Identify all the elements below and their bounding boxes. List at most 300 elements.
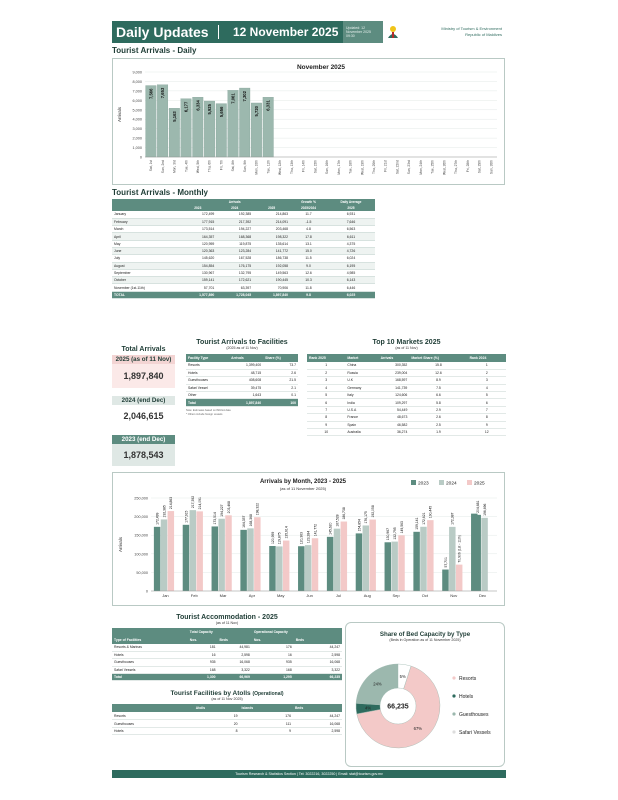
- monthly-comparison-chart: [112, 472, 505, 606]
- table-cell: 935: [252, 659, 294, 666]
- table-cell: 194,227: [216, 226, 253, 233]
- legend-swatch: [439, 480, 444, 485]
- total-cell: 1,728,045: [216, 291, 253, 298]
- month-bar-2023: [385, 542, 391, 591]
- total-cell: 9.8: [290, 291, 327, 298]
- x-tick-label: Wed, 19th: [360, 160, 365, 175]
- table-cell: 168,597: [379, 377, 410, 384]
- monthly-chart-title: Arrivals by Month, 2023 - 2025: [259, 479, 347, 485]
- month-bar-label: 186,738: [342, 507, 347, 520]
- table-cell: 154,854: [179, 262, 216, 269]
- x-tick-label: May: [276, 593, 285, 598]
- rank-2024-header: Rank 2024: [468, 354, 506, 362]
- table-cell: 6,563: [327, 226, 375, 233]
- x-tick-label: Sun, 23rd: [407, 160, 412, 175]
- x-tick-label: Wed, 5th: [196, 160, 200, 174]
- table-row: [307, 362, 506, 369]
- table-cell: Safari Vessels: [112, 666, 188, 673]
- top10-subtitle: (as of 11 Nov): [395, 346, 418, 350]
- table-cell: 7.5: [409, 384, 467, 391]
- table-cell: 11.5: [290, 255, 327, 262]
- x-tick-label: Aug: [363, 593, 371, 598]
- ministry-line1: Ministry of Tourism & Environment: [441, 26, 502, 31]
- table-row: [112, 712, 342, 719]
- table-cell: 63,397: [216, 284, 253, 291]
- table-cell: Other: [186, 392, 229, 399]
- table-cell: 48,715: [229, 369, 263, 376]
- y-tick-label: 1,000: [132, 146, 142, 151]
- pie-legend-dot: [452, 712, 455, 715]
- pie-slice-label: 67%: [413, 726, 423, 732]
- month-bar-2025: [168, 511, 174, 591]
- month-bar-2023: [327, 537, 333, 591]
- header-bar: [112, 21, 506, 43]
- table-cell: 4: [468, 384, 506, 391]
- table-cell: 9: [240, 727, 293, 734]
- table-cell: 10.3: [290, 277, 327, 284]
- table-row: [112, 666, 342, 673]
- y-tick-label: 150,000: [134, 533, 148, 538]
- table-cell: 164,357: [179, 233, 216, 240]
- table-cell: 6,611: [327, 233, 375, 240]
- table-cell: 141,739: [379, 384, 410, 391]
- pie-slice-label: 5%: [399, 673, 406, 679]
- year-header: 2023: [179, 205, 216, 211]
- monthly-comparison-svg: [113, 473, 504, 605]
- table-cell: Hotels: [112, 651, 188, 658]
- legend-swatch: [467, 480, 472, 485]
- table-row: [307, 414, 506, 421]
- table-cell: 16: [252, 651, 294, 658]
- table-cell: 1: [307, 362, 345, 369]
- y-tick-label: 5,000: [132, 108, 142, 113]
- table-row: [112, 651, 342, 658]
- table-cell: 167,528: [216, 255, 253, 262]
- table-cell: 173,514: [179, 226, 216, 233]
- table-cell: India: [345, 399, 378, 406]
- table-cell: May: [112, 240, 179, 247]
- table-cell: March: [112, 226, 179, 233]
- table-row: [112, 727, 342, 734]
- month-bar-2025: [341, 522, 347, 591]
- daily-bar-label: 6,334: [195, 100, 201, 111]
- table-cell: 168,368: [216, 233, 253, 240]
- table-cell: 217,392: [216, 218, 253, 225]
- month-bar-2025: [398, 535, 404, 591]
- footer-bar: Tourism Research & Statistics Section | Tel: 3022216, 3022250 | Email: stat@tourism.gov.mv: [112, 770, 506, 778]
- table-row: [112, 284, 375, 291]
- table-row: [112, 255, 375, 262]
- month-bar-2025: [369, 520, 375, 591]
- month-bar-2025: [456, 565, 462, 591]
- kpi-2024-value: 2,046,615: [112, 405, 175, 427]
- x-tick-label: Sun, 2nd: [160, 160, 165, 174]
- table-cell: Guesthouses: [186, 377, 229, 384]
- table-cell: 9.0: [290, 262, 327, 269]
- month-bar-label: 203,468: [226, 501, 231, 514]
- month-bar-2023: [298, 546, 304, 591]
- x-tick-label: Thu, 20th: [372, 160, 376, 174]
- x-tick-label: Tue, 11th: [266, 160, 271, 174]
- daily-bar-label: 7,061: [230, 93, 236, 104]
- kpi-2023-value: 1,878,543: [112, 444, 175, 466]
- month-bar-label: 168,368: [248, 514, 253, 527]
- x-tick-label: Mon, 3rd: [172, 160, 177, 174]
- table-row: [112, 277, 375, 284]
- daily-bar-label: 5,720: [253, 105, 259, 117]
- month-bar-label: 149,563: [399, 521, 404, 534]
- table-cell: 203,468: [253, 226, 290, 233]
- table-cell: 4,985: [327, 269, 375, 276]
- nos-header: Nos.: [188, 636, 218, 644]
- x-tick-label: Tue, 4th: [184, 160, 189, 172]
- table-cell: 192,058: [253, 262, 290, 269]
- month-bar-dec-2023: [474, 515, 480, 591]
- x-tick-label: Thu, 13th: [289, 160, 294, 174]
- kpi-2025-value: 1,897,840: [112, 364, 175, 388]
- kpi-2023-label: 2023 (end Dec): [112, 435, 175, 444]
- table-cell: 2: [468, 369, 506, 376]
- table-cell: 120,959: [179, 240, 216, 247]
- month-bar-label: 176,175: [364, 511, 369, 524]
- y-tick-label: 8,000: [132, 79, 142, 84]
- table-cell: 2.6: [263, 369, 298, 376]
- month-bar-2025: [254, 517, 260, 591]
- month-bar-label: 173,514: [213, 512, 218, 525]
- table-cell: 1,399,400: [229, 362, 263, 369]
- table-row: [186, 377, 298, 384]
- total-capacity-header: Total Capacity: [188, 628, 252, 636]
- table-row: [112, 720, 342, 727]
- month-bar-2023: [356, 533, 362, 591]
- table-cell: Australia: [345, 429, 378, 436]
- table-cell: 46,582: [379, 421, 410, 428]
- table-cell: 6,024: [327, 255, 375, 262]
- atolls-operational: (Operational): [252, 691, 284, 698]
- y-tick-label: 200,000: [134, 515, 148, 520]
- total-cell: TOTAL: [112, 291, 179, 298]
- daily-section-title: Tourist Arrivals - Daily: [112, 46, 197, 55]
- month-bar-2024: [218, 519, 224, 591]
- table-cell: 2,598: [293, 727, 342, 734]
- table-row: [307, 429, 506, 436]
- table-cell: 8.9: [409, 377, 467, 384]
- table-row: [112, 659, 342, 666]
- facility-share-header: Share (%): [263, 354, 298, 362]
- daily-bar-label: 7,566: [148, 88, 154, 100]
- table-cell: 7: [468, 406, 506, 413]
- month-bar-label: 164,357: [242, 515, 247, 528]
- total-cell: 1,295: [252, 674, 294, 681]
- table-cell: 214,863: [253, 211, 290, 218]
- table-cell: 6,446: [327, 284, 375, 291]
- total-cell: 1,897,840: [229, 399, 263, 406]
- table-row: [112, 226, 375, 233]
- table-cell: 2,598: [294, 651, 342, 658]
- total-cell: 100: [263, 399, 298, 406]
- total-cell: 1,577,890: [179, 291, 216, 298]
- kpi-2024-label: 2024 (end Dec): [112, 396, 175, 405]
- table-cell: 8: [307, 414, 345, 421]
- x-tick-label: Thu, 27th: [454, 160, 459, 174]
- x-tick-label: Sat, 22nd: [395, 160, 400, 175]
- top10-panel: [307, 339, 506, 436]
- table-cell: Germany: [345, 384, 378, 391]
- table-cell: 123,284: [216, 247, 253, 254]
- year-header: 2025: [253, 205, 290, 211]
- table-row: [307, 384, 506, 391]
- table-row: [112, 240, 375, 247]
- updated-stamp: Updated: 12 November 2025 09:30: [343, 21, 383, 43]
- total-cell: 6,025: [327, 291, 375, 298]
- pie-legend-label: Guesthouses: [459, 712, 489, 718]
- x-tick-label: Sat, 1st: [149, 160, 154, 172]
- month-bar-2024: [305, 545, 311, 591]
- table-cell: 73.7: [263, 362, 298, 369]
- ministry-line2: Republic of Maldives: [465, 32, 502, 37]
- table-cell: U.S.A: [345, 406, 378, 413]
- total-cell: 1,300: [188, 674, 218, 681]
- table-cell: 2: [307, 369, 345, 376]
- table-cell: 44,981: [218, 644, 252, 651]
- bed-capacity-pie: [346, 648, 504, 766]
- table-cell: 5: [468, 392, 506, 399]
- blank-header: [112, 628, 188, 636]
- month-bar-2023: [154, 527, 160, 591]
- atolls-title-text: Tourist Facilities by Atolls: [170, 690, 251, 698]
- month-bar-label: 194,227: [220, 504, 225, 517]
- month-bar-2025: [225, 515, 231, 591]
- table-cell: 1,643: [229, 392, 263, 399]
- month-bar-2024: [276, 546, 282, 591]
- table-cell: 11.8: [290, 284, 327, 291]
- y-tick-label: 100,000: [134, 552, 148, 557]
- x-tick-label: Sep: [392, 593, 400, 598]
- month-bar-label: 135,614: [284, 526, 289, 539]
- table-cell: 54,449: [379, 406, 410, 413]
- table-cell: Russia: [345, 369, 378, 376]
- facilities-panel: [186, 339, 298, 417]
- x-tick-label: Sat, 8th: [231, 160, 236, 172]
- atoll-beds-header: Beds: [293, 704, 342, 712]
- x-tick-label: Mon, 17th: [336, 160, 341, 175]
- daily-bar-label: 5,925: [207, 104, 213, 115]
- table-cell: Resorts: [186, 362, 229, 369]
- table-cell: 109,297: [379, 399, 410, 406]
- islands-header: Islands: [240, 704, 293, 712]
- x-tick-label: Oct: [421, 593, 429, 598]
- table-row: [186, 392, 298, 399]
- y-tick-label: 9,000: [132, 70, 142, 75]
- table-cell: 7,646: [327, 218, 375, 225]
- bed-capacity-panel: [345, 622, 505, 767]
- pie-legend-dot: [452, 730, 455, 733]
- table-row: [186, 362, 298, 369]
- x-tick-label: Fri, 14th: [301, 160, 306, 173]
- month-bar-label: 120,959: [270, 531, 275, 545]
- table-cell: 132,795: [216, 269, 253, 276]
- month-bar-label: 70,906 (1st - 11th): [457, 535, 462, 563]
- arrivals-group-header: Arrivals: [179, 199, 290, 205]
- table-cell: 16: [188, 651, 218, 658]
- x-tick-label: Sun, 30th: [489, 160, 494, 175]
- month-bar-label: 172,387: [450, 512, 455, 525]
- legend-label: 2025: [474, 481, 485, 487]
- table-cell: 176: [240, 712, 293, 719]
- table-cell: 17.8: [290, 233, 327, 240]
- month-bar-2023: [183, 525, 189, 591]
- facilities-title: Tourist Arrivals to Facilities: [196, 339, 288, 346]
- month-bar-label: 123,284: [306, 530, 311, 544]
- table-cell: 8: [194, 727, 240, 734]
- month-bar-label: 132,795: [393, 527, 398, 540]
- table-cell: Italy: [345, 392, 378, 399]
- pie-legend-label: Resorts: [459, 676, 477, 682]
- y-tick-label: 6,000: [132, 98, 142, 103]
- table-cell: 172,621: [216, 277, 253, 284]
- year-header: 2024: [216, 205, 253, 211]
- table-cell: July: [112, 255, 179, 262]
- daily-bar-label: 5,163: [171, 111, 177, 122]
- month-bar-label: 204,681: [476, 500, 481, 513]
- monthly-chart-subtitle: (as of 11 November 2025): [279, 486, 327, 491]
- daily-year-header: 2025: [327, 205, 375, 211]
- table-cell: 57,701: [179, 284, 216, 291]
- report-date: 12 November 2025: [233, 25, 339, 39]
- x-tick-label: Sat, 29th: [477, 160, 482, 174]
- table-row: [307, 377, 506, 384]
- atolls-header: Atolls: [194, 704, 240, 712]
- growth-sub-header: 2025/2024: [290, 205, 327, 211]
- table-row: [186, 384, 298, 391]
- table-cell: 2.1: [263, 384, 298, 391]
- daily-chart-svg: [113, 59, 504, 184]
- y-tick-label: 7,000: [132, 89, 142, 94]
- x-tick-label: Sun, 9th: [242, 160, 247, 173]
- table-cell: 159,141: [179, 277, 216, 284]
- x-tick-label: Sun, 16th: [325, 160, 330, 175]
- y-tick-label: 0: [139, 155, 142, 160]
- month-bar-label: 154,854: [357, 519, 362, 532]
- table-cell: January: [112, 211, 179, 218]
- x-tick-label: Nov: [450, 593, 458, 598]
- total-arrivals-panel: [112, 346, 175, 466]
- accommodation-title: Tourist Accommodation - 2025: [176, 614, 278, 621]
- table-cell: 3,322: [218, 666, 252, 673]
- month-bar-label: 141,772: [313, 523, 318, 537]
- total-cell: 1,897,840: [253, 291, 290, 298]
- table-row: [307, 392, 506, 399]
- table-cell: 111: [240, 720, 293, 727]
- x-tick-label: Feb: [190, 593, 198, 598]
- x-tick-label: Jun: [306, 593, 313, 598]
- x-tick-label: Tue, 25th: [430, 160, 435, 174]
- table-cell: August: [112, 262, 179, 269]
- x-tick-label: Fri, 7th: [219, 160, 224, 171]
- x-tick-label: Mon, 24th: [418, 160, 423, 175]
- table-cell: Guesthouses: [112, 720, 194, 727]
- table-cell: 48,673: [379, 414, 410, 421]
- table-cell: 2.5: [409, 421, 467, 428]
- table-cell: 141,772: [253, 247, 290, 254]
- table-cell: 176: [252, 644, 294, 651]
- daily-bar-label: 6,177: [183, 101, 189, 113]
- table-cell: 21.5: [263, 377, 298, 384]
- table-cell: Resorts & Marinas: [112, 644, 188, 651]
- month-bar-label: 217,392: [191, 495, 196, 509]
- facility-type-header: Facility Type: [186, 354, 229, 362]
- month-bar-2024: [247, 528, 253, 591]
- table-cell: 13.1: [290, 240, 327, 247]
- title-divider: [218, 25, 219, 39]
- table-cell: October: [112, 277, 179, 284]
- table-cell: April: [112, 233, 179, 240]
- facilities-note: Note: Estimates based on IMUGA data: [186, 408, 231, 412]
- pie-legend-dot: [452, 676, 455, 679]
- month-bar-label: 196,696: [482, 503, 487, 516]
- table-row: [307, 421, 506, 428]
- table-cell: 6: [307, 399, 345, 406]
- month-bar-2025: [427, 520, 433, 591]
- month-bar-2024: [190, 510, 196, 591]
- market-header: Market: [345, 354, 378, 362]
- table-cell: 12.6: [409, 369, 467, 376]
- x-tick-label: Fri, 28th: [465, 160, 470, 173]
- market-arrivals-header: Arrivals: [379, 354, 410, 362]
- table-cell: 8: [468, 414, 506, 421]
- x-tick-label: Apr: [248, 593, 256, 598]
- pie-slice-label: 24%: [373, 681, 382, 687]
- table-row: [186, 369, 298, 376]
- x-tick-label: Mar: [219, 593, 227, 598]
- table-cell: 145,620: [179, 255, 216, 262]
- x-tick-label: Dec: [479, 593, 487, 598]
- facility-arrivals-header: Arrivals: [229, 354, 263, 362]
- table-cell: 198,322: [253, 233, 290, 240]
- table-cell: 130,967: [179, 269, 216, 276]
- table-row: [307, 369, 506, 376]
- month-bar-2024: [420, 527, 426, 591]
- table-cell: 3: [468, 377, 506, 384]
- x-tick-label: Wed, 12th: [278, 160, 283, 175]
- pie-slice-label: 4%: [365, 705, 372, 711]
- table-cell: 4.8: [290, 226, 327, 233]
- table-cell: Hotels: [186, 369, 229, 376]
- facilities-subtitle: (2025 as of 11 Nov): [226, 346, 258, 350]
- table-cell: 7: [307, 406, 345, 413]
- month-bar-label: 145,620: [328, 522, 333, 535]
- month-bar-label: 214,091: [198, 497, 203, 510]
- x-tick-label: Fri, 21st: [383, 160, 388, 172]
- month-bar-label: 214,863: [169, 496, 174, 510]
- daily-chart-title: November 2025: [296, 64, 346, 71]
- table-row: [112, 218, 375, 225]
- kpi-2025-label: 2025 (as of 11 Nov): [112, 355, 175, 364]
- table-cell: U.K: [345, 377, 378, 384]
- month-bar-label: 167,528: [335, 514, 340, 527]
- page-title: Daily Updates: [116, 24, 209, 40]
- table-cell: September: [112, 269, 179, 276]
- table-cell: 4,726: [327, 247, 375, 254]
- market-share-header: Market Share (%): [409, 354, 467, 362]
- daily-bar-label: 5,656: [218, 106, 224, 118]
- beds-header: Beds: [294, 636, 342, 644]
- x-tick-label: Jan: [162, 593, 169, 598]
- table-row: [112, 262, 375, 269]
- table-cell: 172,499: [179, 211, 216, 218]
- total-cell: 66,969: [218, 674, 252, 681]
- month-bar-label: 192,385: [162, 505, 167, 518]
